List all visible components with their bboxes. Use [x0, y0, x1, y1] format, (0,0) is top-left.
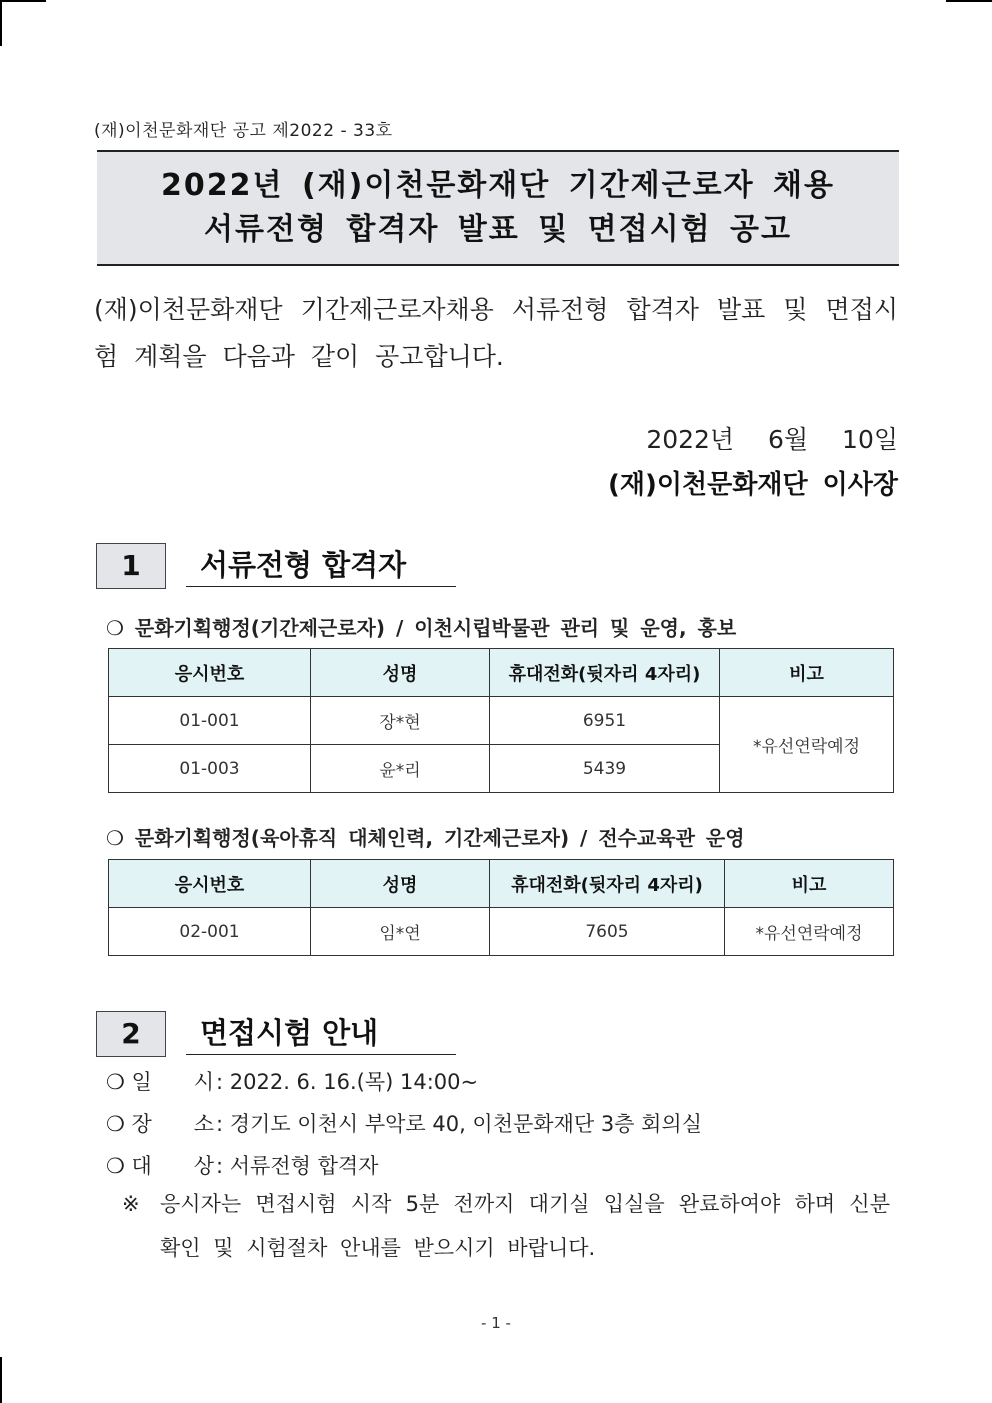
header-phone: 휴대전화(뒷자리 4자리) — [490, 860, 725, 908]
crop-mark-bottom-left-v — [0, 1357, 2, 1403]
info-label: ❍ 장 소 — [106, 1112, 215, 1136]
interview-location — [106, 1108, 702, 1138]
announcement-number: (재)이천문화재단 공고 제2022 - 33호 — [94, 121, 393, 141]
cell-phone: 7605 — [490, 908, 725, 956]
crop-mark-top-right-h — [946, 0, 992, 2]
cell-applicant-no: 01-003 — [109, 745, 311, 793]
announcement-date: 2022년 6월 10일 — [646, 425, 898, 454]
crop-mark-top-left-v — [0, 0, 2, 46]
group-2-heading: ❍ 문화기획행정(육아휴직 대체인력, 기간제근로자) / 전수교육관 운영 — [106, 826, 745, 850]
header-phone: 휴대전화(뒷자리 4자리) — [490, 649, 720, 697]
page-number: - 1 - — [481, 1314, 511, 1332]
cell-remarks: *유선연락예정 — [725, 908, 894, 956]
group-1-table — [108, 648, 894, 793]
cell-phone: 5439 — [490, 745, 720, 793]
section-1-number: 1 — [96, 543, 166, 589]
section-2-title: 면접시험 안내 — [186, 1011, 456, 1055]
note-mark: ※ — [122, 1192, 140, 1216]
info-value: : 서류전형 합격자 — [216, 1154, 379, 1178]
header-applicant-no: 응시번호 — [109, 860, 311, 908]
table-header-row — [109, 649, 894, 697]
cell-name: 임*연 — [311, 908, 490, 956]
info-label: ❍ 일 시 — [106, 1070, 215, 1094]
info-label: ❍ 대 상 — [106, 1154, 215, 1178]
interview-datetime — [106, 1066, 478, 1096]
interview-target — [106, 1150, 378, 1180]
signer: (재)이천문화재단 이사장 — [608, 470, 898, 500]
header-remarks: 비고 — [720, 649, 894, 697]
cell-name: 윤*리 — [311, 745, 490, 793]
cell-applicant-no: 01-001 — [109, 697, 311, 745]
title-line-2: 서류전형 합격자 발표 및 면접시험 공고 — [204, 212, 792, 247]
document-title — [97, 150, 899, 266]
intro-paragraph: (재)이천문화재단 기간제근로자채용 서류전형 합격자 발표 및 면접시험 계획을 다음과 같이 공고합니다. — [94, 295, 898, 371]
header-remarks: 비고 — [725, 860, 894, 908]
info-value: : 경기도 이천시 부악로 40, 이천문화재단 3층 회의실 — [216, 1112, 702, 1136]
table-header-row — [109, 860, 894, 908]
cell-applicant-no: 02-001 — [109, 908, 311, 956]
table-row — [109, 697, 894, 745]
info-value: : 2022. 6. 16.(목) 14:00~ — [216, 1070, 479, 1094]
cell-remarks: *유선연락예정 — [720, 697, 894, 793]
group-2-table — [108, 859, 894, 956]
cell-phone: 6951 — [490, 697, 720, 745]
header-name: 성명 — [311, 649, 490, 697]
header-name: 성명 — [311, 860, 490, 908]
header-applicant-no: 응시번호 — [109, 649, 311, 697]
cell-name: 장*현 — [311, 697, 490, 745]
interview-note — [122, 1182, 890, 1270]
section-2-number: 2 — [96, 1011, 166, 1057]
title-line-1: 2022년 (재)이천문화재단 기간제근로자 채용 — [161, 168, 835, 203]
crop-mark-top-left-h — [0, 0, 46, 2]
section-1-title: 서류전형 합격자 — [186, 543, 456, 587]
table-row — [109, 908, 894, 956]
note-text: 응시자는 면접시험 시작 5분 전까지 대기실 입실을 완료하여야 하며 신분 확인 및 시험절차 안내를 받으시기 바랍니다. — [160, 1192, 890, 1260]
group-1-heading: ❍ 문화기획행정(기간제근로자) / 이천시립박물관 관리 및 운영, 홍보 — [106, 616, 737, 640]
